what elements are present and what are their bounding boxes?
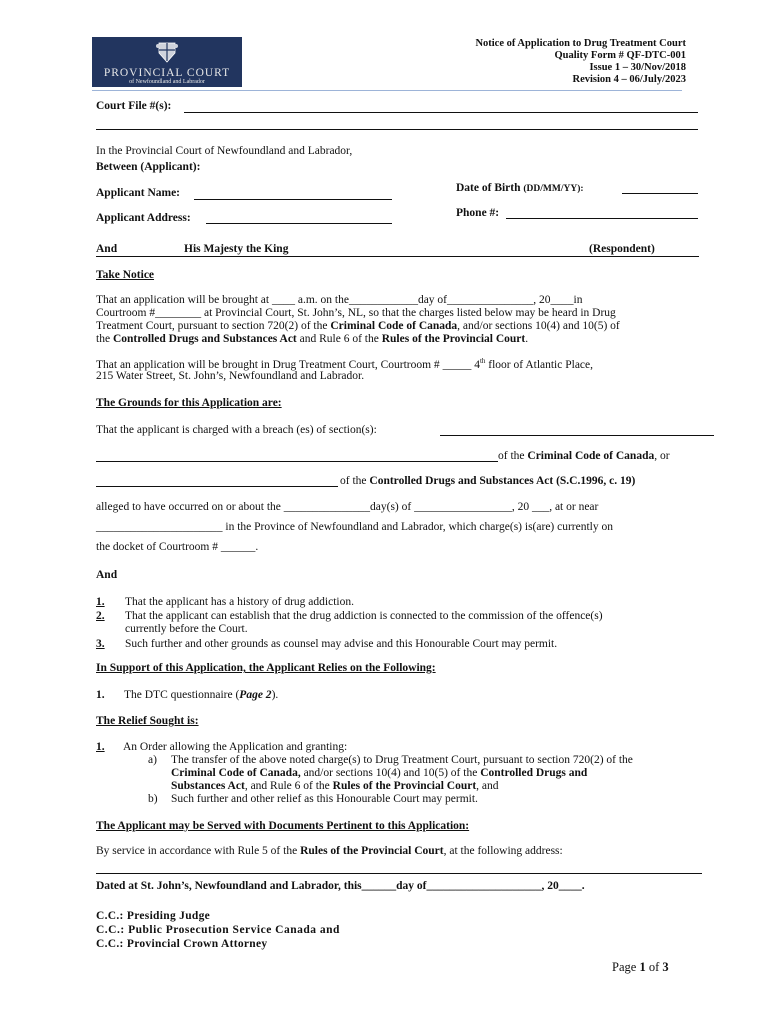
relief-b-label: b) <box>148 793 158 805</box>
support-item-num: 1. <box>96 689 105 701</box>
court-file-field-2[interactable] <box>96 129 698 130</box>
date-of-birth-field[interactable] <box>622 193 698 194</box>
service-address-field[interactable] <box>96 873 702 874</box>
respondent-label: (Respondent) <box>589 243 655 255</box>
notice-line-2: Courtroom #________ at Provincial Court, St. John’s, NL, so that the charges listed below may be heard in Drug <box>96 307 616 319</box>
relief-a-line-3: Substances Act, and Rule 6 of the Rules of the Provincial Court, and <box>171 780 499 792</box>
take-notice-heading: Take Notice <box>96 269 155 281</box>
notice-line-4: the Controlled Drugs and Substances Act and Rule 6 of the Rules of the Provincial Court. <box>96 333 529 345</box>
criminal-code-line: of the Criminal Code of Canada, or <box>498 450 670 462</box>
page-number: Page 1 of 3 <box>612 960 669 974</box>
alleged-line: alleged to have occurred on or about the _______________day(s) of _________________, 20 ___, at or near <box>96 501 599 513</box>
intro-text: In the Provincial Court of Newfoundland and Labrador, <box>96 145 353 157</box>
relief-item-num: 1. <box>96 741 105 753</box>
ground-item-1-text: That the applicant has a history of drug addiction. <box>125 596 354 608</box>
notice-line-5: That an application will be brought in Drug Treatment Court, Courtroom # _____ 4th floor of Atlantic Place, <box>96 357 594 371</box>
revision-line: Revision 4 – 06/July/2023 <box>572 74 686 85</box>
ground-item-3-num: 3. <box>96 638 105 650</box>
service-heading: The Applicant may be Served with Documents Pertinent to this Application: <box>96 820 470 832</box>
relief-b-line: Such further and other relief as this Honourable Court may permit. <box>171 793 478 805</box>
issue-line: Issue 1 – 30/Nov/2018 <box>589 62 686 73</box>
dated-line: Dated at St. John’s, Newfoundland and Labrador, this______day of____________________, 20____. <box>96 880 585 892</box>
ground-item-2-num: 2. <box>96 610 105 622</box>
applicant-name-field[interactable] <box>194 199 392 200</box>
header-divider <box>92 90 682 91</box>
notice-line-6: 215 Water Street, St. John’s, Newfoundland and Labrador. <box>96 370 365 382</box>
notice-line-3: Treatment Court, pursuant to section 720(2) of the Criminal Code of Canada, and/or sections 10(4) and 10(5) of <box>96 320 620 332</box>
court-file-label: Court File #(s): <box>96 100 172 112</box>
cdsa-sections-field[interactable] <box>96 486 338 487</box>
province-line: ______________________ in the Province of Newfoundland and Labrador, which charge(s) is(are) currently on <box>96 521 614 533</box>
ground-item-2-text-2: currently before the Court. <box>125 623 248 635</box>
service-text: By service in accordance with Rule 5 of the Rules of the Provincial Court, at the following address: <box>96 845 563 857</box>
applicant-name-label: Applicant Name: <box>96 187 181 199</box>
support-item-text: The DTC questionnaire (Page 2). <box>124 689 279 701</box>
docket-line: the docket of Courtroom # ______. <box>96 541 259 553</box>
respondent-line <box>96 256 699 257</box>
court-logo <box>92 37 242 87</box>
relief-heading: The Relief Sought is: <box>96 715 199 727</box>
cdsa-line: of the Controlled Drugs and Substances Act (S.C.1996, c. 19) <box>340 475 636 487</box>
doc-title: Notice of Application to Drug Treatment Court <box>475 38 686 49</box>
dob-format: (DD/MM/YY): <box>523 184 584 194</box>
logo-title: PROVINCIAL COURT <box>103 67 231 79</box>
between-label: Between (Applicant): <box>96 161 201 173</box>
court-file-field[interactable] <box>184 112 698 113</box>
relief-a-line-1: The transfer of the above noted charge(s) to Drug Treatment Court, pursuant to section 720(2) of the <box>171 754 633 766</box>
cc-line-3: C.C.: Provincial Crown Attorney <box>96 938 268 950</box>
sections-field[interactable] <box>440 435 714 436</box>
phone-field[interactable] <box>506 218 698 219</box>
ground-item-3-text: Such further and other grounds as counsel may advise and this Honourable Court may permit. <box>125 638 558 650</box>
cc-line-1: C.C.: Presiding Judge <box>96 910 211 922</box>
ground-item-2-text: That the applicant can establish that the drug addiction is connected to the commission of the offence(s) <box>125 610 603 622</box>
cc-line-2: C.C.: Public Prosecution Service Canada and <box>96 924 340 936</box>
notice-line-1: That an application will be brought at ____ a.m. on the____________day of_______________, 20____in <box>96 294 583 306</box>
phone-label: Phone #: <box>456 207 500 219</box>
ground-item-1-num: 1. <box>96 596 105 608</box>
support-heading: In Support of this Application, the Applicant Relies on the Following: <box>96 662 436 674</box>
grounds-heading: The Grounds for this Application are: <box>96 397 282 409</box>
relief-a-line-2: Criminal Code of Canada, and/or sections 10(4) and 10(5) of the Controlled Drugs and <box>171 767 588 779</box>
grounds-charged: That the applicant is charged with a breach (es) of section(s): <box>96 424 377 436</box>
logo-subtitle: of Newfoundland and Labrador <box>129 79 205 85</box>
relief-a-label: a) <box>148 754 157 766</box>
quality-form: Quality Form # QF-DTC-001 <box>554 50 686 61</box>
grounds-and: And <box>96 569 118 581</box>
applicant-address-field[interactable] <box>206 223 392 224</box>
coat-of-arms-icon <box>155 40 179 64</box>
and-label: And <box>96 243 118 255</box>
criminal-code-sections-field[interactable] <box>96 461 498 462</box>
applicant-address-label: Applicant Address: <box>96 212 191 224</box>
date-of-birth-label: Date of Birth (DD/MM/YY): <box>456 182 584 194</box>
relief-order: An Order allowing the Application and granting: <box>123 741 348 753</box>
respondent-name: His Majesty the King <box>184 243 289 255</box>
